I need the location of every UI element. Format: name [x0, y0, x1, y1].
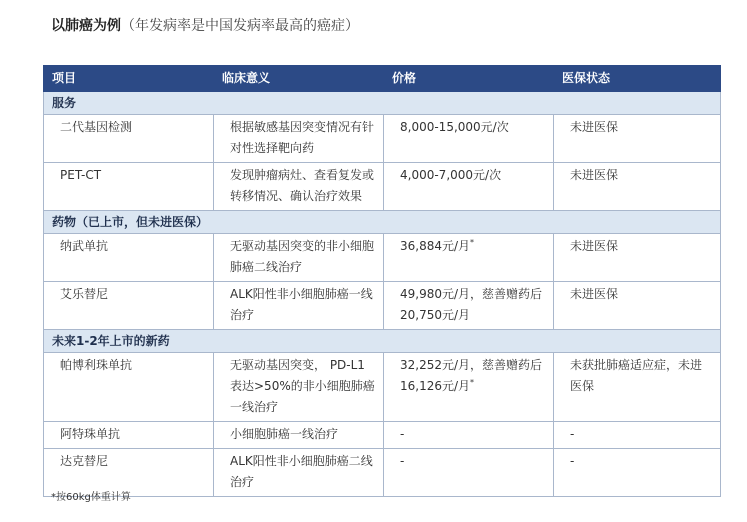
- cell-meaning-text: 无驱动基因突变的非小细胞肺癌二线治疗: [230, 239, 375, 274]
- table-row: [44, 422, 721, 449]
- cell-meaning: [214, 422, 384, 449]
- cell-price: [384, 422, 554, 449]
- cell-price: [384, 115, 554, 163]
- cell-price-text: 49,980元/月，慈善赠药后20,750元/月: [400, 287, 543, 322]
- cell-status-text: 未获批肺癌适应症，未进医保: [570, 358, 703, 393]
- cell-meaning: [214, 115, 384, 163]
- cell-meaning-text: ALK阳性非小细胞肺癌二线治疗: [230, 454, 373, 489]
- cell-price-text: 4,000-7,000元/次: [400, 168, 502, 182]
- table-row: [44, 234, 721, 282]
- section-label: 服务: [44, 92, 721, 115]
- cell-item-text: 纳武单抗: [60, 239, 109, 253]
- title-main: 以肺癌为例: [51, 18, 121, 34]
- cell-item-text: 艾乐替尼: [60, 287, 109, 301]
- table-row: [44, 115, 721, 163]
- cell-status-text: -: [570, 454, 575, 468]
- section-row: [44, 330, 721, 353]
- cell-price-text: 36,884元/月: [400, 239, 471, 253]
- cell-meaning: [214, 163, 384, 211]
- header-price: 价格: [384, 66, 554, 92]
- cell-meaning-text: 发现肿瘤病灶、查看复发或转移情况、确认治疗效果: [230, 168, 375, 203]
- cell-item: [44, 353, 214, 422]
- cell-status-text: 未进医保: [570, 120, 619, 134]
- cell-item-text: PET-CT: [60, 168, 102, 182]
- cell-price: [384, 353, 554, 422]
- cell-meaning-text: ALK阳性非小细胞肺癌一线治疗: [230, 287, 373, 322]
- page-title: [51, 16, 359, 36]
- cell-item-text: 帕博利珠单抗: [60, 358, 133, 372]
- cell-item-text: 达克替尼: [60, 454, 109, 468]
- table-row: [44, 282, 721, 330]
- footnote: *按60kg体重计算: [51, 492, 131, 503]
- cell-meaning-text: 小细胞肺癌一线治疗: [230, 427, 339, 441]
- cell-status: [554, 163, 721, 211]
- section-label: 未来1-2年上市的新药: [44, 330, 721, 353]
- cell-item: [44, 234, 214, 282]
- cell-item: [44, 449, 214, 497]
- cell-price: [384, 234, 554, 282]
- cell-price: [384, 163, 554, 211]
- cell-meaning: [214, 282, 384, 330]
- cell-status: [554, 353, 721, 422]
- cell-price: [384, 282, 554, 330]
- header-meaning: 临床意义: [214, 66, 384, 92]
- cell-status: [554, 282, 721, 330]
- cell-item: [44, 422, 214, 449]
- cell-meaning: [214, 234, 384, 282]
- cell-item: [44, 282, 214, 330]
- price-footnote-mark: *: [470, 238, 475, 247]
- price-footnote-mark: *: [470, 378, 475, 387]
- cell-item-text: 阿特珠单抗: [60, 427, 121, 441]
- cell-status-text: 未进医保: [570, 168, 619, 182]
- cell-status-text: 未进医保: [570, 287, 619, 301]
- section-label: 药物（已上市，但未进医保）: [44, 211, 721, 234]
- table-row: [44, 353, 721, 422]
- cell-item: [44, 115, 214, 163]
- cell-status: [554, 449, 721, 497]
- header-status: 医保状态: [554, 66, 721, 92]
- cell-price-text: -: [400, 454, 405, 468]
- table-header-row: [44, 66, 721, 92]
- cell-meaning-text: 根据敏感基因突变情况有针对性选择靶向药: [230, 120, 375, 155]
- cell-item: [44, 163, 214, 211]
- table-row: [44, 449, 721, 497]
- cell-price-text: 8,000-15,000元/次: [400, 120, 509, 134]
- cell-status-text: 未进医保: [570, 239, 619, 253]
- cost-table: [43, 65, 721, 497]
- cell-price: [384, 449, 554, 497]
- cell-price-text: 32,252元/月，慈善赠药后16,126元/月: [400, 358, 543, 393]
- cell-price-text: -: [400, 427, 405, 441]
- cell-meaning: [214, 449, 384, 497]
- title-note: （年发病率是中国发病率最高的癌症）: [121, 18, 359, 34]
- cell-meaning: [214, 353, 384, 422]
- cell-status-text: -: [570, 427, 575, 441]
- cell-item-text: 二代基因检测: [60, 120, 133, 134]
- cell-meaning-text: 无驱动基因突变， PD-L1表达>50%的非小细胞肺癌一线治疗: [230, 358, 375, 414]
- cell-status: [554, 115, 721, 163]
- cell-status: [554, 234, 721, 282]
- section-row: [44, 211, 721, 234]
- cell-status: [554, 422, 721, 449]
- header-item: 项目: [44, 66, 214, 92]
- table-row: [44, 163, 721, 211]
- section-row: [44, 92, 721, 115]
